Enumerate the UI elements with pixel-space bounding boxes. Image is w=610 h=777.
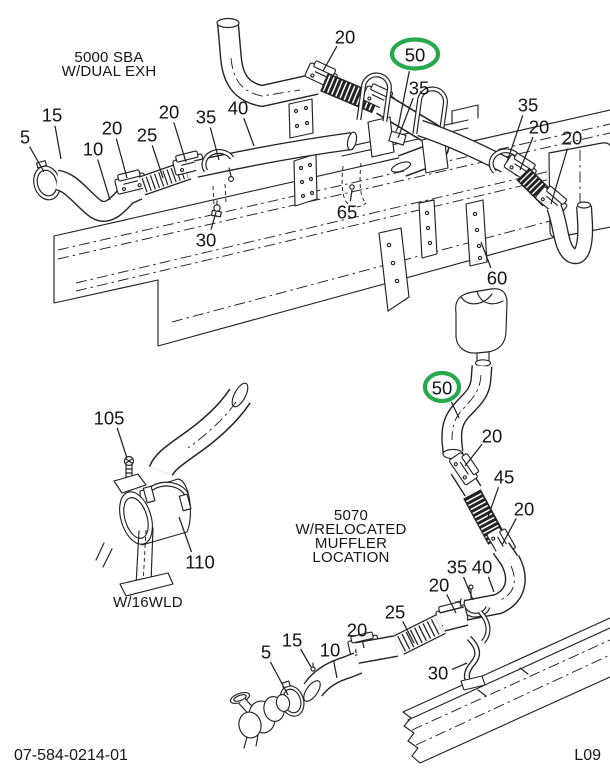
callout-number: 20 (513, 498, 535, 520)
callout-10 (320, 640, 341, 661)
section-title-relocated (283, 509, 419, 565)
callout-number: 25 (136, 124, 158, 146)
callout-number: 30 (427, 662, 449, 684)
callout-65 (337, 202, 358, 223)
callout-5 (20, 127, 30, 148)
callout-number: 20 (428, 574, 450, 596)
muffler-guard (456, 289, 507, 367)
title-line: 5070 W/RELOCATED (295, 507, 407, 538)
callout-5 (261, 642, 271, 663)
leader-line (30, 147, 44, 172)
callout-15 (42, 105, 63, 126)
callout-number: 40 (227, 97, 249, 119)
bolt-15-b (311, 663, 315, 671)
callout-60 (487, 268, 508, 289)
title-line: W/DUAL EXH (61, 63, 157, 80)
callout-number: 5 (19, 126, 31, 148)
callout-15 (282, 630, 303, 651)
callout-20 (347, 620, 368, 641)
callout-number: 50 (404, 44, 426, 66)
callout-20 (482, 426, 503, 447)
callout-50-highlighted (392, 40, 438, 69)
callout-number: 10 (319, 639, 341, 661)
callout-number: 15 (281, 629, 303, 651)
page-code: L09 (574, 747, 601, 764)
callout-number: 45 (493, 466, 515, 488)
callout-20 (562, 128, 583, 149)
callout-20 (429, 575, 450, 596)
callout-number: 35 (408, 77, 430, 99)
callout-35 (409, 78, 430, 99)
section-title-dual-exhaust (44, 51, 174, 79)
leader-line (244, 118, 254, 146)
callout-number: 20 (334, 26, 356, 48)
leader-line (350, 190, 352, 201)
callout-number: 20 (481, 425, 503, 447)
callout-20 (529, 117, 550, 138)
callout-number: 110 (185, 551, 215, 573)
callout-number: 15 (41, 104, 63, 126)
callout-number: 20 (101, 117, 123, 139)
callout-110 (185, 552, 215, 573)
callout-40 (228, 98, 249, 119)
callout-50-highlighted (425, 373, 459, 401)
callout-number: 20 (561, 127, 583, 149)
title-line: 5000 SBA (74, 49, 144, 66)
callout-35 (518, 95, 539, 116)
leader-line (270, 662, 288, 695)
callout-number: 40 (471, 556, 493, 578)
callout-number: 20 (346, 619, 368, 641)
title-line: MUFFLER LOCATION (312, 535, 390, 566)
leader-line (452, 663, 467, 669)
callout-number: 35 (446, 556, 468, 578)
bracket-bolt-30 (212, 184, 226, 217)
callout-number: 105 (93, 407, 125, 429)
leader-line (488, 577, 494, 592)
callout-20 (335, 27, 356, 48)
callout-number: 35 (195, 106, 217, 128)
callout-number: 30 (195, 229, 217, 251)
callout-30 (428, 663, 449, 684)
callout-number: 20 (158, 101, 180, 123)
callout-number: 50 (431, 377, 453, 399)
leader-line (117, 428, 127, 458)
elbow-pipe-10-b (301, 663, 358, 704)
leader-line (116, 139, 127, 179)
callout-20 (514, 499, 535, 520)
callout-45 (494, 467, 515, 488)
label-w16wld: W/16WLD (113, 594, 183, 611)
callout-105 (94, 408, 125, 429)
coupling-b (501, 548, 510, 561)
coupling-d (357, 646, 396, 653)
callout-number: 5 (260, 641, 272, 663)
callout-35 (447, 557, 468, 578)
callout-number: 10 (82, 138, 104, 160)
exhaust-stack-pipe (217, 19, 316, 97)
leader-line (301, 649, 311, 667)
figure-number: 07-584-0214-01 (14, 747, 128, 764)
leader-line (98, 159, 110, 200)
muffler-elbow-pipe (161, 381, 251, 471)
callout-number: 25 (384, 601, 406, 623)
callout-20 (159, 102, 180, 123)
callout-25 (137, 125, 158, 146)
callout-35 (196, 107, 217, 128)
callout-number: 65 (336, 201, 358, 223)
callout-number: 60 (486, 267, 508, 289)
callout-25 (385, 602, 406, 623)
callout-20 (102, 118, 123, 139)
callout-number: 35 (517, 94, 539, 116)
callout-40 (472, 557, 493, 578)
callout-number: 20 (528, 116, 550, 138)
callout-30 (196, 230, 217, 251)
turbo-outlet (229, 690, 291, 748)
callout-10 (83, 139, 104, 160)
coupling-c (442, 616, 466, 622)
leader-line (55, 126, 61, 159)
